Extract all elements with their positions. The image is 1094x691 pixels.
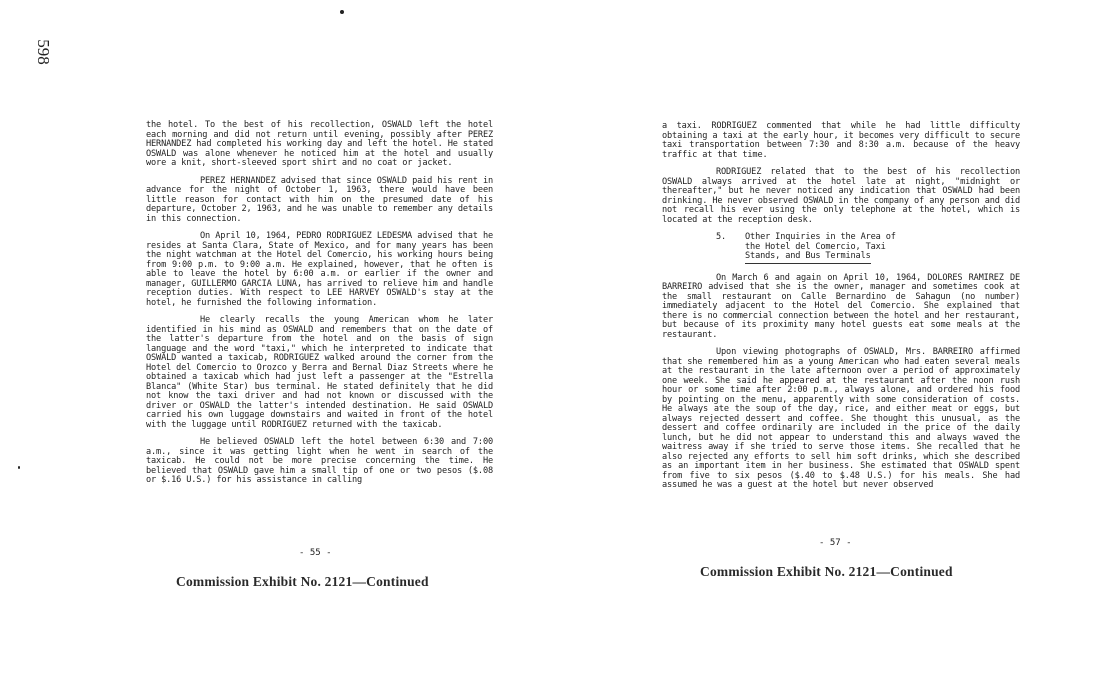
section-heading [716,233,1020,264]
paragraph: On March 6 and again on April 10, 1964, DOLORES RAMIREZ DE BARREIRO advised that she is the owner, manager and sometimes cook at the small restaurant on Calle Bernardino de Sahagun (no number) immediately adjacent to the Hotel del Comercio. She explained that there is no commercial connection between the hotel and her restaurant, but because of its proximity many hotel guests eat some meals at the restaurant. [662,272,1020,340]
left-exhibit-caption [176,574,429,590]
caption-suffix: —Continued [352,574,429,589]
page-number: 598 [33,39,53,65]
paragraph: He clearly recalls the young American whom he later identified in his mind as OSWALD and remembers that on the date of the latter's departure from the hotel and on the basis of sign language and the word "taxi," which he interpreted to indicate that OSWALD wanted a taxicab, RODRIGUEZ walked around the corner from the Hotel del Comercio to Orozco y Berra and Bernal Diaz Streets where he obtained a taxicab which had just left a passenger at the "Estrella Blanca" (White Star) bus terminal. He stated definitely that he did not know the taxi driver and had not known or discussed with the driver or OSWALD the latter's intended destination. He said OSWALD carried his own luggage downstairs and waited in front of the hotel with the luggage until RODRIGUEZ returned with the taxicab. [146,315,493,430]
paragraph: On April 10, 1964, PEDRO RODRIGUEZ LEDESMA advised that he resides at Santa Clara, State of Mexico, and for many years has been the night watchman at the Hotel del Comercio, his working hours being from 9:00 p.m. to 9:00 a.m. He explained, however, that he often is able to leave the hotel by 6:00 a.m. or earlier if the owner and manager, GUILLERMO GARCIA LUNA, has arrived to relieve him and handle reception duties. With respect to LEE HARVEY OSWALD's stay at the hotel, he furnished the following information. [146,231,493,308]
right-exhibit-caption [700,564,953,580]
right-page-folio: - 57 - [819,538,852,548]
paragraph: RODRIGUEZ related that to the best of his recollection OSWALD always arrived at the hotel late at night, "midnight or thereafter," but he never noticed any indication that OSWALD had been drinking. He never observed OSWALD in the company of any person and did not recall his ever using the only telephone at the hotel, which is located at the reception desk. [662,167,1020,225]
right-page-body [662,122,1020,499]
section-title-line: Other Inquiries in the Area of [745,232,896,242]
left-page-body [146,121,493,494]
paragraph: a taxi. RODRIGUEZ commented that while he had little difficulty obtaining a taxi at the early hour, it becomes very difficult to secure taxi transportation between 7:30 and 8:30 a.m. because of the heavy traffic at that time. [662,121,1020,160]
section-number: 5. [716,232,727,242]
paragraph: He believed OSWALD left the hotel between 6:30 and 7:00 a.m., since it was getting light when he went in search of the taxicab. He could not be more precise concerning the time. He believed that OSWALD gave him a small tip of one or two pesos ($.08 or $.16 U.S.) for his assistance in calling [146,437,493,485]
section-title-line: the Hotel del Comercio, Taxi [745,241,886,252]
caption-label: Commission Exhibit No. 2121 [176,574,353,589]
caption-label: Commission Exhibit No. 2121 [700,564,877,579]
paragraph: the hotel. To the best of his recollection, OSWALD left the hotel each morning and did not return until evening, possibly after PEREZ HERNANDEZ had completed his working day and left the hotel. He stated OSWALD was alone whenever he noticed him at the hotel and usually wore a knit, short-sleeved sport shirt and no coat or jacket. [146,120,493,168]
scan-speck [18,466,20,469]
left-page-folio: - 55 - [299,548,332,558]
paragraph: PEREZ HERNANDEZ advised that since OSWALD paid his rent in advance for the night of October 1, 1963, there would have been little reason for contact with him on the presumed date of his departure, October 2, 1963, and he was unable to remember any details in this connection. [146,175,493,224]
caption-suffix: —Continued [876,564,953,579]
paragraph: Upon viewing photographs of OSWALD, Mrs. BARREIRO affirmed that she remembered him as a young American who had eaten several meals at the restaurant in the late afternoon over a period of approximately one week. She said he appeared at the restaurant after the noon rush hour or some time after 2:00 p.m., always alone, and ordered his food by pointing on the menu, apparently with some consideration of costs. He always ate the soup of the day, rice, and either meat or eggs, but always rejected dessert and coffee. She thought this unusual, as the dessert and coffee ordinarily are included in the price of the daily lunch, but he did not appear to understand this and always waved the waitress away if she tried to serve those items. She recalled that he also rejected any efforts to sell him soft drinks, which she described as an important item in her business. She estimated that OSWALD spent from five to six pesos ($.40 to $.48 U.S.) for his meals. She had assumed he was a guest at the hotel but never observed [662,347,1020,490]
section-title-line: Stands, and Bus Terminals [745,252,871,264]
scan-speck [340,10,344,14]
